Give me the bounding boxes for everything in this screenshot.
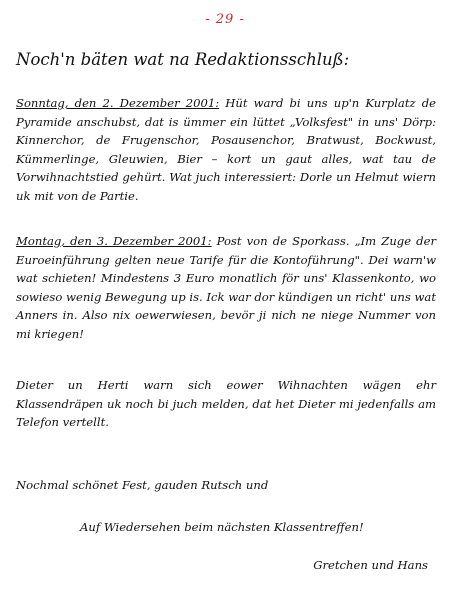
paragraph-greeting — [16, 476, 436, 495]
date-label-monday: Montag, den 3. Dezember 2001: — [16, 234, 212, 248]
paragraph-text-greeting: Nochmal schönet Fest, gauden Rutsch und — [16, 478, 269, 492]
date-label-sunday: Sonntag, den 2. Dezember 2001: — [16, 96, 220, 110]
paragraph-text-monday: Post von de Sporkass. „Im Zuge der Euroeinführung gelten neue Tarife für die Kontoführung". Dei warn'w wat schieten! Mindestens 3 Euro monatlich för uns' Klassenkonto, wo sowieso wenig Bewegung up is. Ick war dor kündigen un richt' uns wat Anners in. Also nix oewerwiesen, bevör ji nich ne niege Nummer von mi kriegen! — [16, 234, 436, 341]
page-heading: Noch'n bäten wat na Redaktionsschluß: — [16, 50, 350, 69]
paragraph-monday — [16, 232, 436, 344]
paragraph-dieter-herti — [16, 376, 436, 432]
signature: Gretchen und Hans — [313, 558, 428, 572]
paragraph-text-dieter-herti: Dieter un Herti warn sich eower Wihnachten wägen ehr Klassendräpen uk noch bi juch melden, dat het Dieter mi jedenfalls am Telefon vertellt. — [16, 378, 436, 430]
closing-line: Auf Wiedersehen beim nächsten Klassentreffen! — [80, 520, 364, 534]
paragraph-text-sunday: Hüt ward bi uns up'n Kurplatz de Pyramide anschubst, dat is ümmer ein lüttet „Volksfest" in uns' Dörp: Kinnerchor, de Frugenschor, Posausenchor, Bratwust, Bockwust, Kümmerlinge, Gleuwien, Bier – kort un gaut alles, wat tau de Vorwihnachtstied gehürt. Wat juch interessiert: Dorle un Helmut wiern uk mit von de Partie. — [16, 96, 436, 203]
page-number: - 29 - — [205, 12, 245, 27]
paragraph-sunday — [16, 94, 436, 206]
